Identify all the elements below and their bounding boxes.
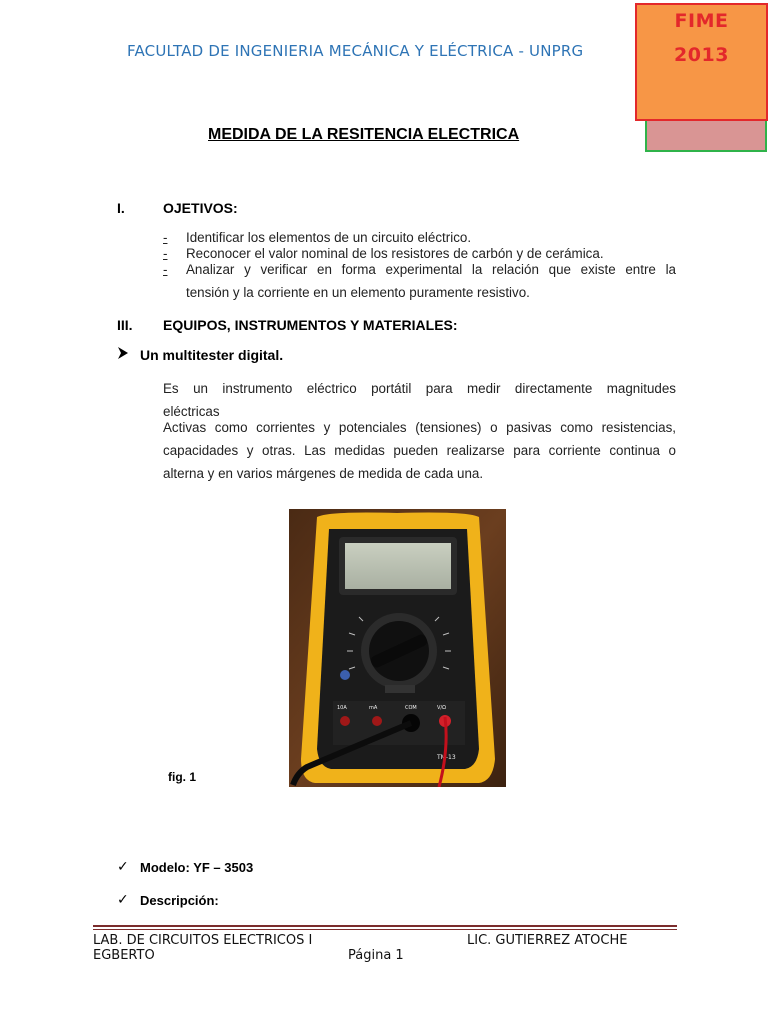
arrow-bullet-icon — [116, 346, 130, 360]
objective-dash: - — [163, 230, 168, 245]
footer-instructor: LIC. GUTIERREZ ATOCHE — [467, 933, 628, 948]
paragraph-line: capacidades y otras. Las medidas pueden realizarse para corriente continua o — [163, 443, 676, 458]
checkmark-icon: ✓ — [117, 891, 129, 907]
objective-dash: - — [163, 262, 168, 277]
section-3-number: III. — [117, 317, 133, 333]
paragraph-line: alterna y en varios márgenes de medida de cada una. — [163, 466, 484, 481]
figure-label: fig. 1 — [168, 770, 197, 784]
fime-badge — [635, 3, 768, 121]
faculty-header: FACULTAD DE INGENIERIA MECÁNICA Y ELÉCTRICA - UNPRG — [127, 42, 584, 60]
footer-divider — [93, 925, 677, 927]
objective-item — [163, 230, 471, 245]
footer-divider — [93, 929, 677, 930]
objective-dash: - — [163, 246, 168, 261]
model-tag: TM-13 — [437, 754, 456, 761]
objective-item — [163, 246, 604, 261]
model-line: Modelo: YF – 3503 — [140, 860, 254, 875]
description-line: Descripción: — [140, 893, 219, 908]
objective-text: Analizar y verificar en forma experimental la relación que existe entre la — [186, 262, 676, 277]
footer-page-number: Página 1 — [348, 948, 404, 963]
paragraph-line: eléctricas — [163, 404, 220, 419]
objective-text: Reconocer el valor nominal de los resistores de carbón y de cerámica. — [186, 246, 604, 261]
footer-instructor-continued: EGBERTO — [93, 948, 155, 963]
badge-text-fime: FIME — [674, 10, 729, 32]
jack-label: mA — [369, 705, 378, 711]
document-title: MEDIDA DE LA RESITENCIA ELECTRICA — [208, 126, 520, 143]
instrument-heading: Un multitester digital. — [140, 347, 284, 363]
jack-label: 10A — [337, 705, 347, 711]
paragraph-line: Es un instrumento eléctrico portátil para medir directamente magnitudes — [163, 381, 676, 396]
multimeter-photo — [289, 509, 506, 787]
section-1-number: I. — [117, 200, 125, 216]
objective-text-continued: tensión y la corriente en un elemento puramente resistivo. — [186, 285, 530, 300]
section-3-title: EQUIPOS, INSTRUMENTOS Y MATERIALES: — [163, 317, 458, 333]
paragraph-line: Activas como corrientes y potenciales (tensiones) o pasivas como resistencias, — [163, 420, 676, 435]
jack-label: V/Ω — [437, 705, 446, 711]
section-1-title: OJETIVOS: — [163, 200, 238, 216]
objective-text: Identificar los elementos de un circuito eléctrico. — [186, 230, 472, 245]
checkmark-icon: ✓ — [117, 858, 129, 874]
footer-lab-name: LAB. DE CIRCUITOS ELECTRICOS I — [93, 933, 313, 948]
objective-item — [163, 262, 676, 277]
jack-label: COM — [405, 705, 417, 711]
badge-text-year: 2013 — [674, 44, 729, 66]
